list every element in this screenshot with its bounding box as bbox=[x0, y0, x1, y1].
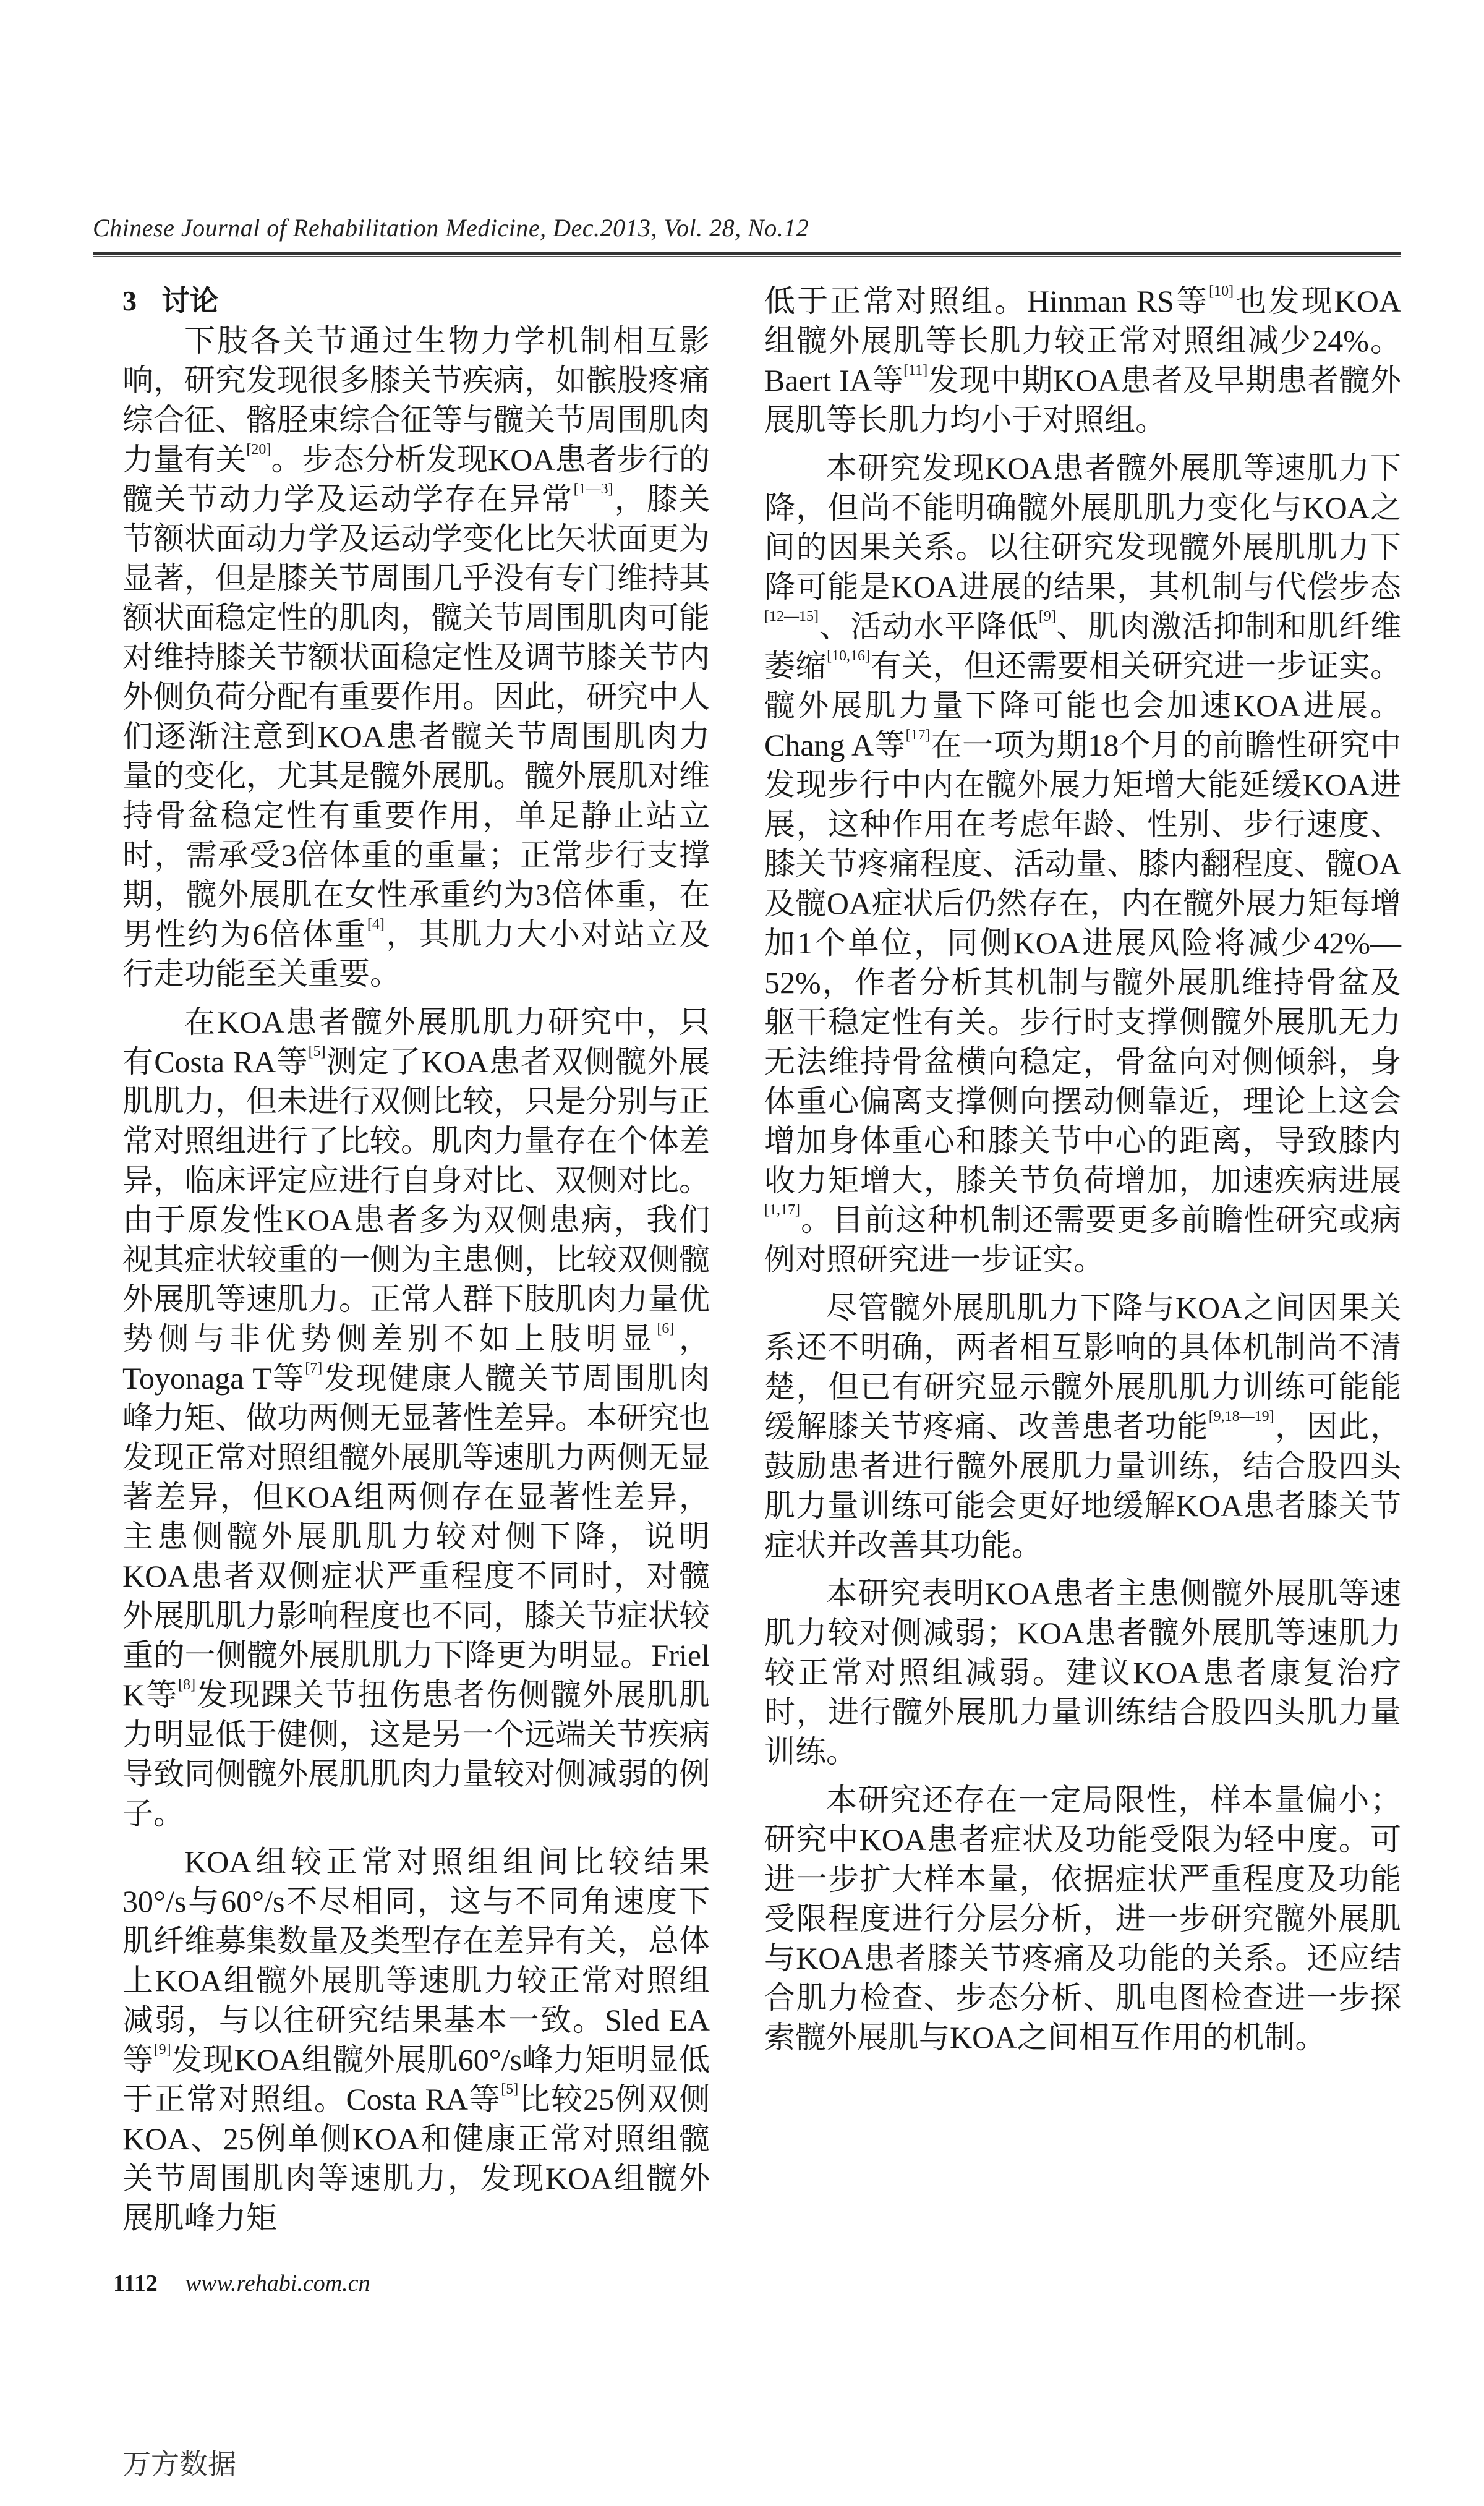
citation-reference[interactable]: [4] bbox=[367, 916, 385, 932]
paragraph-text: ，其肌力大小对站立及行走功能至关重要。 bbox=[122, 917, 710, 991]
citation-reference[interactable]: [11] bbox=[903, 362, 928, 378]
paragraph-text: 发现健康人髋关节周围肌肉峰力矩、做功两侧无显著性差异。本研究也发现正常对照组髋外展肌等速肌力两侧无显著差异，但KOA组两侧存在显著性差异，主患侧髋外展肌肌力较对侧下降，说明KOA患者双侧症状严重程度不同时，对髋外展肌肌力影响程度也不同，膝关节症状较重的一侧髋外展肌肌力下降更为明显。Friel K等 bbox=[122, 1361, 710, 1712]
paragraph bbox=[764, 1574, 1401, 1771]
citation-reference[interactable]: [5] bbox=[501, 2081, 519, 2097]
paragraph-text: 。步态分析发现KOA患者步行的髋关节动力学及运动学存在异常 bbox=[122, 442, 710, 516]
paragraph-text: 发现踝关节扭伤患者伤侧髋外展肌肌力明显低于健侧，这是另一个远端关节疾病导致同侧髋外展肌肌肉力量较对侧减弱的例子。 bbox=[122, 1677, 710, 1831]
paragraph-text: 、活动水平降低 bbox=[818, 609, 1039, 644]
paragraph bbox=[122, 1842, 710, 2238]
paragraph-text: 本研究还存在一定局限性，样本量偏小；研究中KOA患者症状及功能受限为轻中度。可进一步扩大样本量，依据症状严重程度及功能受限程度进行分层分析，进一步研究髋外展肌与KOA患者膝关节疼痛及功能的关系。还应结合肌力检查、步态分析、肌电图检查进一步探索髋外展肌与KOA之间相互作用的机制。 bbox=[764, 1783, 1401, 2055]
paragraph-text: 。目前这种机制还需要更多前瞻性研究或病例对照研究进一步证实。 bbox=[764, 1203, 1401, 1277]
page-footer bbox=[113, 2269, 710, 2298]
paragraph bbox=[764, 1780, 1401, 2057]
journal-citation: Chinese Journal of Rehabilitation Medicine, Dec.2013, Vol. 28, No.12 bbox=[93, 214, 809, 242]
paragraph-text: 尽管髋外展肌肌力下降与KOA之间因果关系还不明确，两者相互影响的具体机制尚不清楚，但已有研究显示髋外展肌肌力训练可能能缓解膝关节疼痛、改善患者功能 bbox=[764, 1290, 1401, 1444]
page-number: 1112 bbox=[113, 2270, 158, 2296]
paragraph bbox=[764, 281, 1401, 440]
citation-reference[interactable]: [8] bbox=[178, 1677, 196, 1693]
paragraph-text: 也发现KOA组髋外展肌等长肌力较正常对照组减少24%。Baert IA等 bbox=[764, 284, 1401, 398]
header-rule bbox=[93, 252, 1401, 257]
paragraph bbox=[764, 1288, 1401, 1565]
paragraph-text: 下肢各关节通过生物力学机制相互影响，研究发现很多膝关节疾病，如髌股疼痛综合征、髂胫束综合征等与髋关节周围肌肉力量有关 bbox=[122, 323, 710, 477]
citation-reference[interactable]: [1,17] bbox=[764, 1202, 800, 1218]
citation-reference[interactable]: [17] bbox=[905, 727, 931, 743]
paragraph-text: 发现KOA组髋外展肌60°/s峰力矩明显低于正常对照组。Costa RA等 bbox=[122, 2042, 710, 2116]
left-column-body bbox=[122, 321, 710, 2238]
website-link[interactable]: www.rehabi.com.cn bbox=[185, 2270, 370, 2296]
paragraph-text: 发现中期KOA患者及早期患者髋外展肌等长肌力均小于对照组。 bbox=[764, 363, 1401, 437]
left-column bbox=[122, 281, 710, 2238]
citation-reference[interactable]: [10,16] bbox=[827, 648, 871, 664]
paragraph-text: 在KOA患者髋外展肌肌力研究中，只有Costa RA等 bbox=[122, 1005, 710, 1079]
paragraph-text: ，因此，鼓励患者进行髋外展肌力量训练，结合股四头肌力量训练可能会更好地缓解KOA患者膝关节症状并改善其功能。 bbox=[764, 1409, 1402, 1562]
right-column-body bbox=[764, 281, 1401, 2057]
paragraph-text: KOA组较正常对照组组间比较结果30°/s与60°/s不尽相同，这与不同角速度下肌纤维募集数量及类型存在差异有关，总体上KOA组髋外展肌等速肌力较正常对照组减弱，与以往研究结果基本一致。Sled EA等 bbox=[122, 1844, 710, 2077]
paragraph-text: 本研究发现KOA患者髋外展肌等速肌力下降，但尚不能明确髋外展肌肌力变化与KOA之间的因果关系。以往研究发现髋外展肌肌力下降可能是KOA进展的结果，其机制与代偿步态 bbox=[764, 451, 1401, 604]
paragraph-text: 比较25例双侧KOA、25例单侧KOA和健康正常对照组髋关节周围肌肉等速肌力，发现KOA组髋外展肌峰力矩 bbox=[122, 2082, 710, 2235]
citation-reference[interactable]: [1—3] bbox=[573, 481, 613, 497]
paragraph-text: 低于正常对照组。Hinman RS等 bbox=[764, 284, 1209, 318]
citation-reference[interactable]: [9] bbox=[153, 2042, 171, 2058]
paragraph-text: 有关，但还需要相关研究进一步证实。髋外展肌力量下降可能也会加速KOA进展。Chang A等 bbox=[764, 649, 1402, 762]
watermark-text: 万方数据 bbox=[122, 2447, 236, 2481]
citation-reference[interactable]: [9] bbox=[1038, 608, 1056, 624]
paragraph-text: 在一项为期18个月的前瞻性研究中发现步行中内在髋外展力矩增大能延缓KOA进展，这种作用在考虑年龄、性别、步行速度、膝关节疼痛程度、活动量、膝内翻程度、髋OA及髋OA症状后仍然存在，内在髋外展力矩每增加1个单位，同侧KOA进展风险将减少42%—52%，作者分析其机制与髋外展肌维持骨盆及躯干稳定性有关。步行时支撑侧髋外展肌无力无法维持骨盆横向稳定，骨盆向对侧倾斜，身体重心偏离支撑侧向摆动侧靠近，理论上这会增加身体重心和膝关节中心的距离，导致膝内收力矩增大，膝关节负荷增加，加速疾病进展 bbox=[764, 728, 1401, 1198]
section-heading bbox=[122, 281, 710, 321]
paragraph-text: 测定了KOA患者双侧髋外展肌肌力，但未进行双侧比较，只是分别与正常对照组进行了比较。肌肉力量存在个体差异，临床评定应进行自身对比、双侧对比。由于原发性KOA患者多为双侧患病，我们视其症状较重的一侧为主患侧，比较双侧髋外展肌等速肌力。正常人群下肢肌肉力量优势侧与非优势侧差别不如上肢明显 bbox=[122, 1044, 710, 1356]
citation-reference[interactable]: [7] bbox=[305, 1360, 323, 1376]
paragraph bbox=[122, 321, 710, 994]
paragraph bbox=[122, 1002, 710, 1833]
citation-reference[interactable]: [12—15] bbox=[764, 608, 819, 624]
left-column-wrapper bbox=[113, 281, 710, 2506]
paragraph-text: ，膝关节额状面动力学及运动学变化比矢状面更为显著，但是膝关节周围几乎没有专门维持其额状面稳定性的肌肉，髋关节周围肌肉可能对维持膝关节额状面稳定性及调节膝关节内外侧负荷分配有重要作用。因此，研究中人们逐渐注意到KOA患者髋关节周围肌肉力量的变化，尤其是髋外展肌。髋外展肌对维持骨盆稳定性有重要作用，单足静止站立时，需承受3倍体重的重量；正常步行支撑期，髋外展肌在女性承重约为3倍体重，在男性约为6倍体重 bbox=[122, 482, 710, 952]
paragraph-text: ，Toyonaga T等 bbox=[122, 1321, 710, 1396]
citation-reference[interactable]: [9,18—19] bbox=[1208, 1409, 1274, 1425]
right-column bbox=[764, 281, 1401, 2066]
section-number: 3 bbox=[122, 285, 137, 317]
section-title: 讨论 bbox=[161, 285, 218, 317]
paragraph bbox=[764, 448, 1401, 1279]
running-header bbox=[93, 213, 1401, 242]
citation-reference[interactable]: [10] bbox=[1209, 283, 1234, 299]
citation-reference[interactable]: [6] bbox=[657, 1321, 675, 1337]
paragraph-text: 、肌肉激活抑制和肌纤维萎缩 bbox=[764, 609, 1402, 683]
paragraph-text: 本研究表明KOA患者主患侧髋外展肌等速肌力较对侧减弱；KOA患者髋外展肌等速肌力较正常对照组减弱。建议KOA患者康复治疗时，进行髋外展肌力量训练结合股四头肌力量训练。 bbox=[764, 1576, 1401, 1769]
citation-reference[interactable]: [20] bbox=[246, 441, 271, 458]
citation-reference[interactable]: [5] bbox=[308, 1044, 326, 1060]
